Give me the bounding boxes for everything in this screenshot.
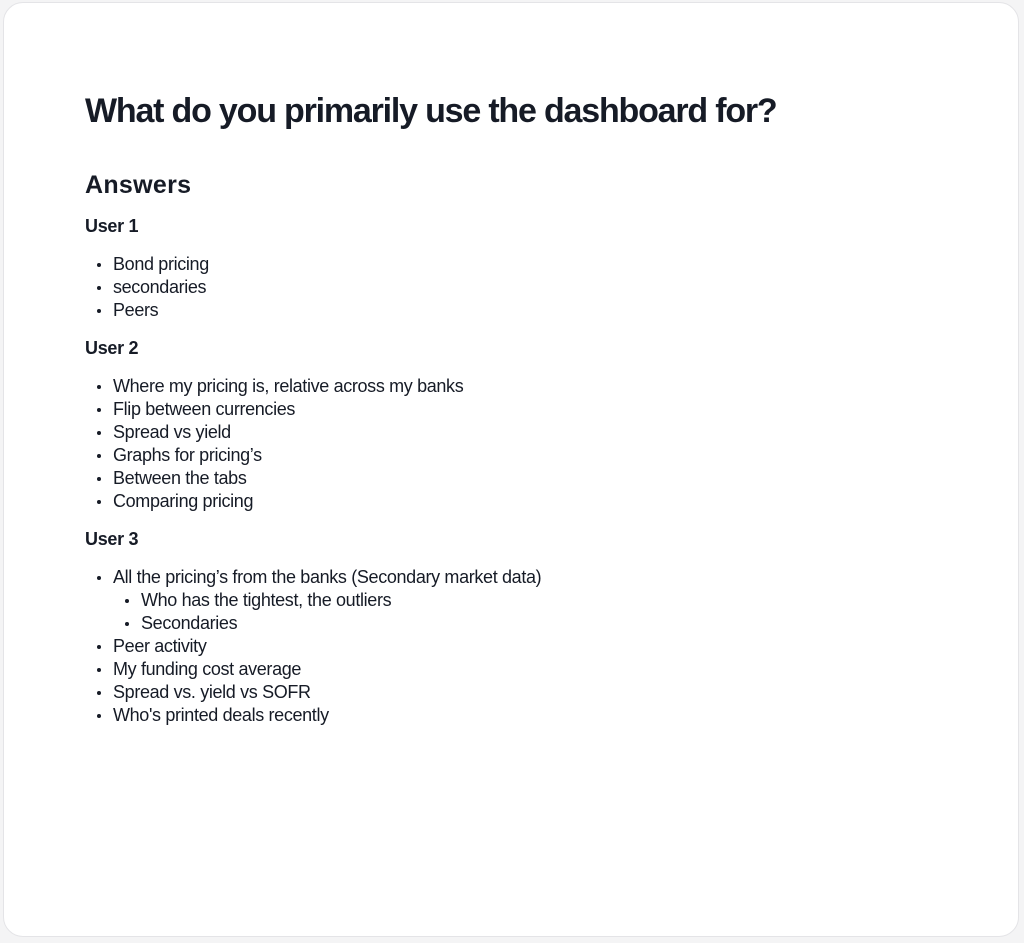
- user-1-heading: User 1: [85, 216, 139, 236]
- list-item: Who's printed deals recently: [113, 704, 945, 727]
- list-item: Peers: [113, 299, 945, 322]
- list-item: Spread vs yield: [113, 421, 945, 444]
- answers-card: [3, 2, 1019, 937]
- user-2-answers: [85, 375, 945, 513]
- nested-list: [113, 589, 945, 635]
- nested-list-item: Who has the tightest, the outliers: [141, 589, 945, 612]
- content: [85, 89, 945, 727]
- user-1-answers: [85, 253, 945, 322]
- user-3-answers: [85, 566, 945, 727]
- list-item: Comparing pricing: [113, 490, 945, 513]
- user-3-heading: User 3: [85, 529, 139, 549]
- list-item: Flip between currencies: [113, 398, 945, 421]
- user-2-heading: User 2: [85, 338, 139, 358]
- list-item: secondaries: [113, 276, 945, 299]
- answers-heading: Answers: [85, 171, 192, 199]
- list-item: Graphs for pricing’s: [113, 444, 945, 467]
- page-title: What do you primarily use the dashboard for?: [85, 92, 777, 130]
- list-item: My funding cost average: [113, 658, 945, 681]
- list-item: Between the tabs: [113, 467, 945, 490]
- list-item: Peer activity: [113, 635, 945, 658]
- nested-list-item: Secondaries: [141, 612, 945, 635]
- list-item: Bond pricing: [113, 253, 945, 276]
- list-item: [113, 566, 945, 635]
- list-item: Spread vs. yield vs SOFR: [113, 681, 945, 704]
- list-item: Where my pricing is, relative across my banks: [113, 375, 945, 398]
- list-item-text: All the pricing’s from the banks (Secondary market data): [113, 567, 542, 587]
